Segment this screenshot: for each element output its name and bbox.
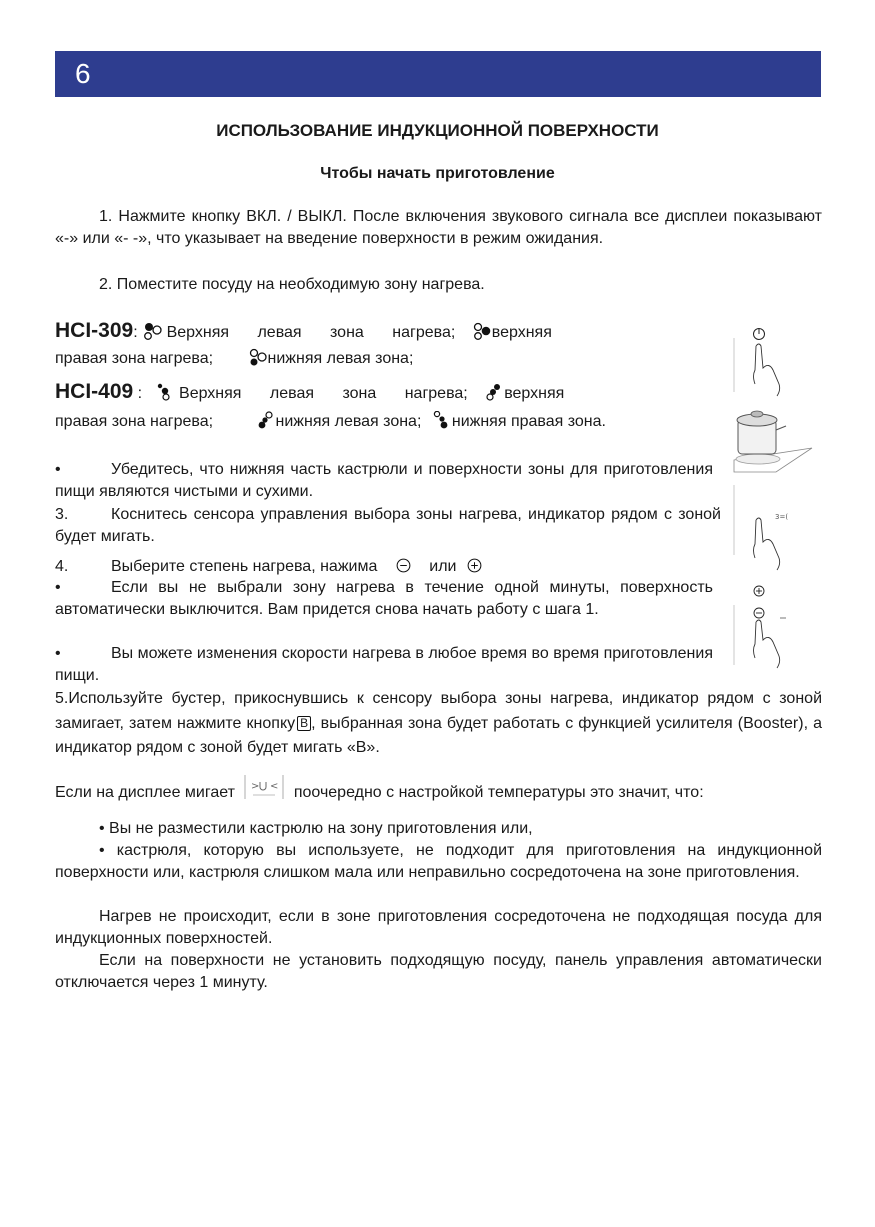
step-4 <box>55 556 482 578</box>
blink-text-a: Если на дисплее мигает <box>55 784 235 801</box>
reason-1: • Вы не разместили кастрюлю на зону приготовления или, <box>99 820 533 837</box>
zone-409-upper-left-icon <box>155 383 175 401</box>
zone-409-upper-right-icon <box>484 383 504 401</box>
hci409-zone3-text: нижняя левая зона; <box>275 413 422 430</box>
page-header-banner <box>55 51 821 97</box>
hci409-zone1-text: Верхняя левая зона нагрева; <box>179 385 468 402</box>
zone-upper-right-icon <box>472 322 492 340</box>
hci409-separator: : <box>137 385 143 402</box>
hci409-zone2-cont: правая зона нагрева; <box>55 413 214 430</box>
step-5-text-b: , выбранная зона будет работать с функцией усилителя (Booster), а индикатор рядом с зоной будет мигать «B». <box>55 714 823 756</box>
booster-key-icon: B <box>297 716 311 731</box>
step-4-text: Выберите степень нагрева, нажима <box>111 558 378 575</box>
step-3-text: Коснитесь сенсора управления выбора зоны нагрева, индикатор рядом с зоной будет мигать. <box>55 506 721 546</box>
hci309-model: HCI-309 <box>55 319 134 342</box>
section-subheading: Чтобы начать приготовление <box>320 165 555 182</box>
usage-illustrations <box>728 320 820 670</box>
hci309-separator: : <box>133 324 138 341</box>
pot-on-hob-illustration <box>734 411 812 472</box>
svg-text:3=(: 3=( <box>775 513 789 521</box>
step-4-marker: 4. <box>55 558 69 575</box>
hci409-model: HCI-409 <box>55 380 134 403</box>
step-3 <box>55 504 721 549</box>
auto-off-note: Если на поверхности не установить подходящую посуду, панель управления автоматически отключается через 1 минуту. <box>55 952 822 992</box>
hci309-zone3-text: нижняя левая зона; <box>267 350 414 367</box>
zone-409-lower-right-icon <box>432 411 452 429</box>
hci309-line2 <box>55 348 413 370</box>
plus-button-icon <box>467 558 482 573</box>
zone-409-lower-left-icon <box>256 411 276 429</box>
step-5 <box>55 687 822 761</box>
minus-button-icon <box>396 558 411 573</box>
section-heading: ИСПОЛЬЗОВАНИЕ ИНДУКЦИОННОЙ ПОВЕРХНОСТИ <box>216 121 659 140</box>
step-4-or: или <box>429 558 457 575</box>
bullet-speed-text: Вы можете изменения скорости нагрева в любое время во время приготовления пищи. <box>55 645 713 685</box>
step-2: 2. Поместите посуду на необходимую зону нагрева. <box>99 276 485 293</box>
bullet-clean <box>55 459 713 504</box>
step-3-marker: 3. <box>55 506 69 523</box>
zone-lower-left-icon <box>248 348 268 366</box>
power-button-illustration <box>734 329 780 397</box>
bullet-marker: • <box>55 645 61 662</box>
step-5-text-a: 5.Используйте бустер, прикоснувшись к сенсору выбора зоны нагрева, индикатор рядом с зоной замигает, затем нажмите кнопку <box>55 690 822 732</box>
svg-text:>: > <box>251 781 260 792</box>
bullet-clean-text: Убедитесь, что нижняя часть кастрюли и поверхности зоны для приготовления пищи являются чистыми и сухими. <box>55 461 713 501</box>
hci409-line1 <box>55 381 615 405</box>
plus-minus-illustration <box>734 586 786 668</box>
blink-warning <box>55 773 822 804</box>
hci409-zone2-text: верхняя <box>504 385 565 402</box>
hci309-zone2-cont: правая зона нагрева; <box>55 350 214 367</box>
zone-select-illustration <box>734 485 788 570</box>
bullet-speed <box>55 643 713 688</box>
page-number: 6 <box>75 58 91 89</box>
reason-2: • кастрюля, которую вы используете, не подходит для приготовления на индукционной поверхности или, кастрюля слишком мала или неправильно сосредоточена на зоне приготовления. <box>55 842 822 882</box>
hci309-line1 <box>55 320 605 344</box>
bullet-timeout-text: Если вы не выбрали зону нагрева в течение одной минуты, поверхность автоматически выключится. Вам придется снова начать работу с шага 1. <box>55 579 713 619</box>
hci309-zone1-text: Верхняя левая зона нагрева; <box>166 324 456 341</box>
step-1: 1. Нажмите кнопку ВКЛ. / ВЫКЛ. После включения звукового сигнала все дисплеи показывают «-» или «- -», что указывает на введение поверхности в режим ожидания. <box>55 208 822 248</box>
pan-absent-display-icon <box>241 773 287 803</box>
bullet-timeout <box>55 577 713 622</box>
hci309-zone2-text: верхняя <box>491 324 552 341</box>
bullet-marker: • <box>55 461 61 478</box>
blink-text-b: поочередно с настройкой температуры это значит, что: <box>293 784 704 801</box>
bullet-marker: • <box>55 579 61 596</box>
svg-text:<: < <box>270 781 279 792</box>
hci409-zone4-text: нижняя правая зона. <box>451 413 606 430</box>
hci409-line2 <box>55 411 606 433</box>
no-heat-note: Нагрев не происходит, если в зоне приготовления сосредоточена не подходящая посуда для индукционных поверхностей. <box>55 908 822 948</box>
zone-upper-left-icon <box>142 322 162 340</box>
